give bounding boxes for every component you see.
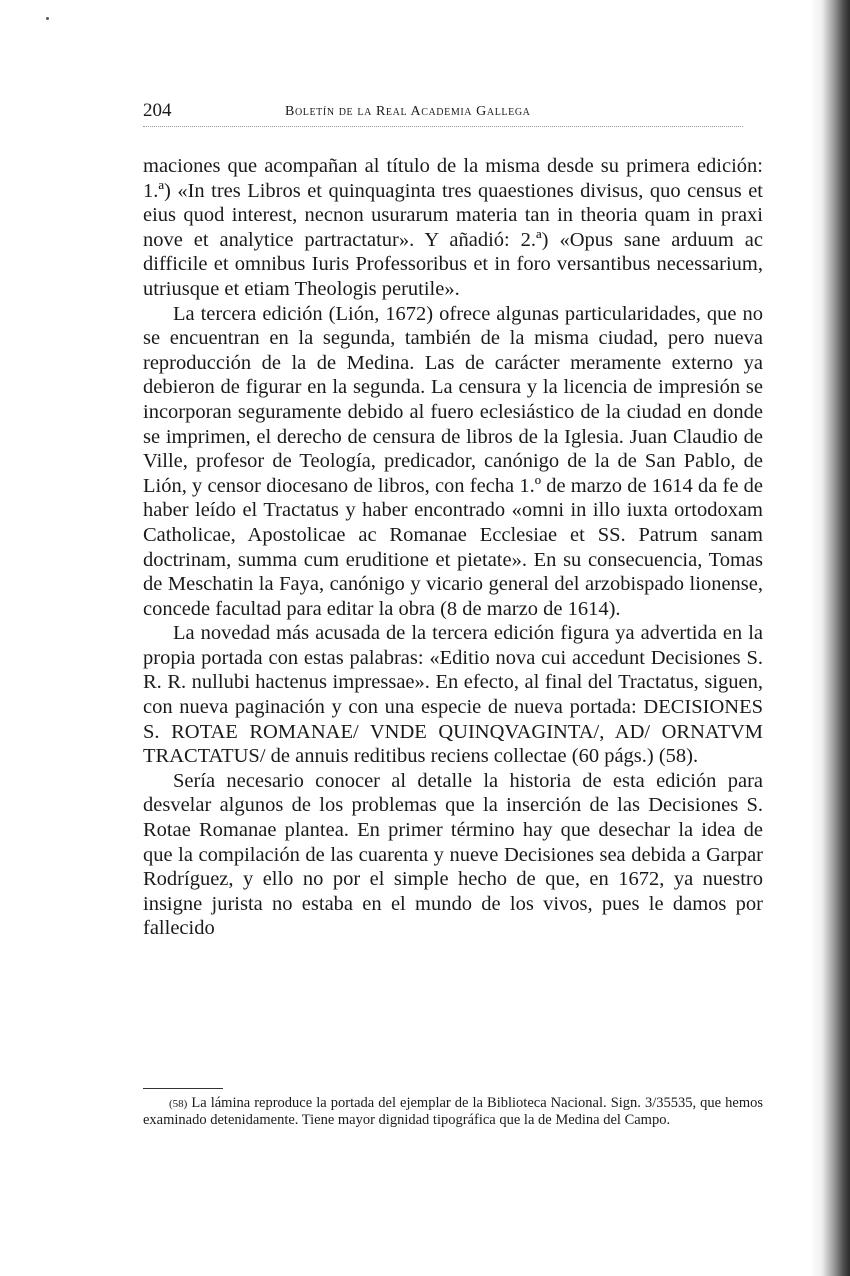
page-edge-shadow [810,0,850,1276]
paragraph: Sería necesario conocer al detalle la historia de esta edición para desvelar algunos de los problemas que la inserción de las Decisiones S. Rotae Romanae plantea. En primer término hay que desechar la idea de que la compilación de las cuarenta y nueve Decisiones sea debida a Garpar Rodríguez, y ello no por el simple hecho de que, en 1672, ya nuestro insigne jurista no estaba en el mundo de los vivos, pues le damos por fallecido [143,769,763,940]
paragraph: maciones que acompañan al título de la misma desde su primera edición: 1.ª) «In tres Libros et quinquaginta tres quaestiones divisus, quo census et eius quod interest, necnon usurarum materia tan in theoria quam in praxi nove et analytice partractatur». Y añadió: 2.ª) «Opus sane arduum ac difficile et omnibus Iuris Professoribus et in foro versantibus necessarium, utriusque et etiam Theologis perutile». [143,155,763,300]
running-title: Boletín de la Real Academia Gallega [285,104,531,119]
paragraph: La novedad más acusada de la tercera edición figura ya advertida en la propia portada con estas palabras: «Editio nova cui accedunt Decisiones S. R. R. nullubi hactenus impressae». En efecto, al final del Tractatus, siguen, con nueva paginación y con una especie de nueva portada: DECISIONES S. ROTAE ROMANAE/ VNDE QUINQVAGINTA/, AD/ ORNATVM TRACTATUS/ de annuis reditibus reciens collectae (60 págs.) (58). [143,622,763,768]
scan-speck [46,17,49,20]
page-number: 204 [143,100,172,121]
paragraph: La tercera edición (Lión, 1672) ofrece algunas particularidades, que no se encuentran en la segunda, también de la misma ciudad, pero nueva reproducción de la de Medina. Las de carácter meramente externo ya debieron de figurar en la segunda. La censura y la licencia de impresión se incorporan seguramente debido al fuero eclesiástico de la ciudad en donde se imprimen, el derecho de censura de libros de la Iglesia. Juan Claudio de Ville, profesor de Teología, predicador, canónigo de la de San Pablo, de Lión, y censor diocesano de libros, con fecha 1.º de marzo de 1614 da fe de haber leído el Tractatus y haber encontrado «omni in illo iuxta ortodoxam Catholicae, Apostolicae ac Romanae Ecclesiae et SS. Patrum sanam doctrinam, summa cum eruditione et pietate». En su consecuencia, Tomas de Meschatin la Faya, canónigo y vicario general del arzobispado lionense, concede facultad para editar la obra (8 de marzo de 1614). [143,302,763,620]
footnote-text: La lámina reproduce la portada del ejemplar de la Biblioteca Nacional. Sign. 3/35535, que hemos examinado detenidamente. Tiene mayor dignidad tipográfica que la de Medina del Campo. [143,1095,763,1128]
footnote-marker: (58) [169,1098,188,1110]
footnote [143,1095,763,1128]
page-header [143,100,768,124]
footnote-rule [143,1088,223,1089]
header-rule [143,126,743,127]
main-text [143,154,763,941]
